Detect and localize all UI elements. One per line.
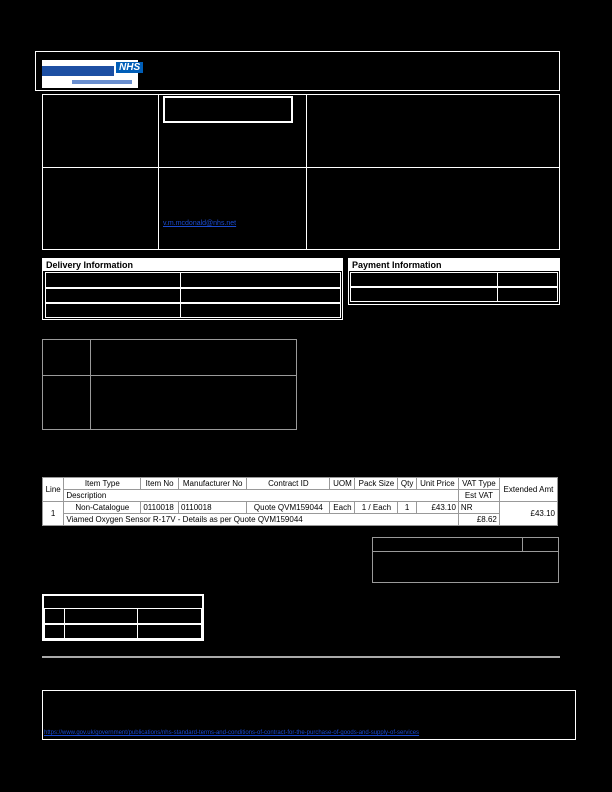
totals-hline bbox=[372, 551, 559, 552]
col-est-vat: Est VAT bbox=[458, 490, 499, 502]
approval-vline-2 bbox=[137, 608, 138, 639]
col-vat-type: VAT Type bbox=[458, 478, 499, 490]
table-header-row bbox=[43, 478, 558, 490]
col-manufacturer-no: Manufacturer No bbox=[178, 478, 246, 490]
col-contract-id: Contract ID bbox=[247, 478, 330, 490]
payment-vline bbox=[497, 272, 498, 302]
cell-qty: 1 bbox=[398, 502, 416, 514]
payment-title: Payment Information bbox=[349, 259, 559, 271]
supplier-email-link[interactable]: v.m.mcdonald@nhs.net bbox=[163, 220, 237, 227]
cell-vat-type: NR bbox=[458, 502, 499, 514]
col-description: Description bbox=[64, 490, 459, 502]
logo-bar-icon bbox=[42, 66, 114, 76]
notes-hline bbox=[42, 375, 297, 376]
col-uom: UOM bbox=[330, 478, 355, 490]
cell-contract-id: Quote QVM159044 bbox=[247, 502, 330, 514]
col-item-type: Item Type bbox=[64, 478, 141, 490]
delivery-row-2 bbox=[45, 288, 341, 303]
payment-row-1 bbox=[350, 272, 558, 287]
approval-row-2 bbox=[44, 624, 202, 639]
address-grid-hline bbox=[42, 167, 560, 168]
logo-subbar-icon bbox=[72, 80, 132, 84]
notes-box bbox=[42, 339, 297, 430]
nhs-logo bbox=[42, 60, 141, 88]
cell-extended-amt: £43.10 bbox=[499, 502, 557, 526]
delivery-row-1 bbox=[45, 272, 341, 288]
col-extended-amt: Extended Amt bbox=[499, 478, 557, 502]
approval-vline-1 bbox=[64, 608, 65, 639]
terms-link[interactable]: https://www.gov.uk/government/publications/nhs-standard-terms-and-conditions-of-contract-for-the-purchase-of-goods-and-supply-of-services bbox=[44, 730, 420, 736]
address-grid-vline-1 bbox=[158, 94, 159, 250]
cell-description: Viamed Oxygen Sensor R-17V - Details as per Quote QVM159044 bbox=[64, 514, 459, 526]
table-row-description bbox=[43, 514, 558, 526]
delivery-vline bbox=[180, 272, 181, 318]
table-row bbox=[43, 502, 558, 514]
totals-box bbox=[372, 537, 559, 583]
totals-vline bbox=[522, 537, 523, 551]
delivery-row-3 bbox=[45, 303, 341, 318]
divider bbox=[42, 656, 560, 658]
items-table bbox=[42, 477, 558, 526]
address-grid bbox=[42, 94, 560, 250]
cell-unit-price: £43.10 bbox=[416, 502, 458, 514]
col-line: Line bbox=[43, 478, 64, 502]
delivery-title: Delivery Information bbox=[43, 259, 342, 271]
cell-pack-size: 1 / Each bbox=[355, 502, 398, 514]
cell-manufacturer-no: 0110018 bbox=[178, 502, 246, 514]
approval-row-1 bbox=[44, 608, 202, 624]
cell-est-vat: £8.62 bbox=[458, 514, 499, 526]
cell-line: 1 bbox=[43, 502, 64, 526]
cell-item-no: 0110018 bbox=[141, 502, 179, 514]
cell-uom: Each bbox=[330, 502, 355, 514]
notes-vline bbox=[90, 339, 91, 430]
cell-item-type: Non-Catalogue bbox=[64, 502, 141, 514]
col-item-no: Item No bbox=[141, 478, 179, 490]
logo-text: NHS bbox=[116, 62, 143, 73]
address-grid-vline-2 bbox=[306, 94, 307, 250]
col-pack-size: Pack Size bbox=[355, 478, 398, 490]
order-number-box bbox=[163, 96, 293, 123]
payment-row-2 bbox=[350, 287, 558, 302]
col-unit-price: Unit Price bbox=[416, 478, 458, 490]
table-subheader-row bbox=[43, 490, 558, 502]
col-qty: Qty bbox=[398, 478, 416, 490]
